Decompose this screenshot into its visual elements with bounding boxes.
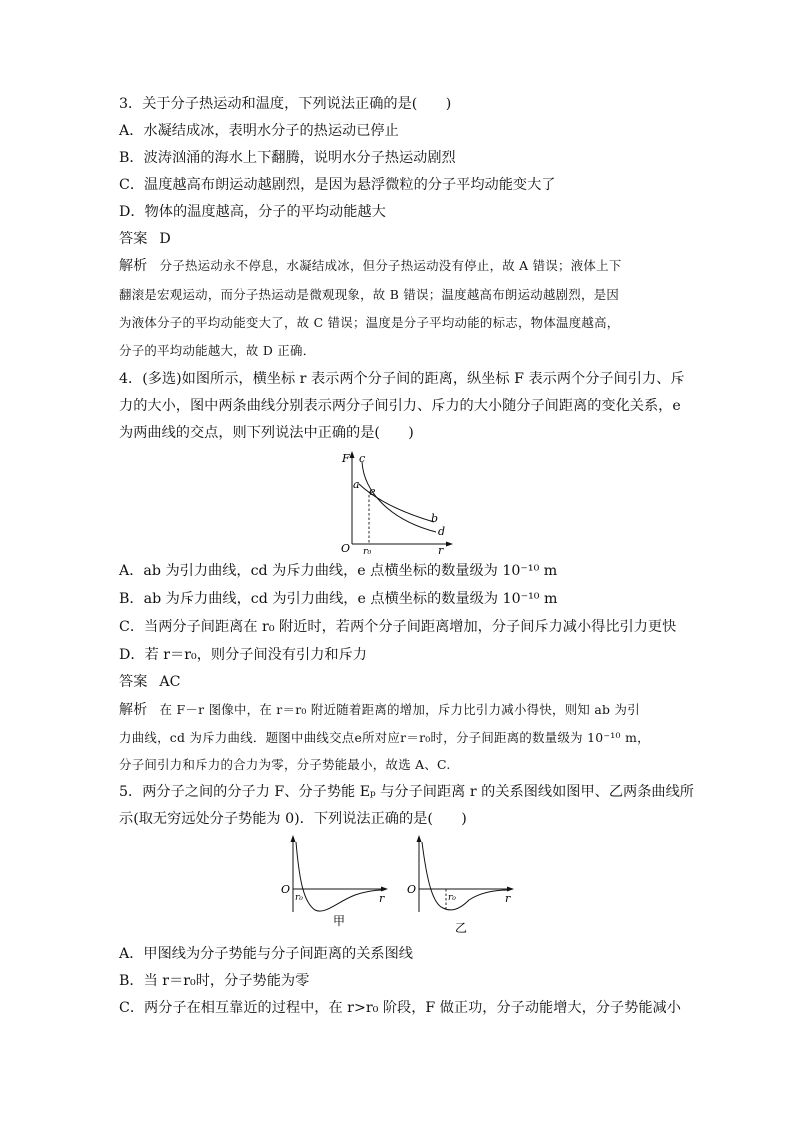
q3-analysis-text-1: 分子热运动永不停息，水凝结成冰，但分子热运动没有停止，故 A 错误；液体上下 bbox=[159, 258, 622, 273]
q5-figure-yi bbox=[407, 835, 514, 935]
q3-analysis-line-3: 为液体分子的平均动能变大了，故 C 错误；温度是分子平均动能的标志，物体温度越高， bbox=[119, 315, 620, 330]
q3-answer-label: 答案 bbox=[119, 231, 148, 247]
q4-option-b: B．ab 为斥力曲线，cd 为引力曲线，e 点横坐标的数量级为 10⁻¹⁰ m bbox=[119, 591, 558, 607]
q4-analysis-line-3: 分子间引力和斥力的合力为零，分子势能最小，故选 A、C. bbox=[119, 757, 451, 772]
q3-answer-value: D bbox=[159, 231, 171, 247]
q5-figure-jia bbox=[281, 835, 388, 928]
q4-stem-line-2: 力的大小，图中两条曲线分别表示两分子间引力、斥力的大小随分子间距离的变化关系，e bbox=[119, 398, 681, 414]
q4-label-d: d bbox=[438, 525, 446, 538]
q4-analysis-label: 解析 bbox=[119, 702, 148, 718]
q4-analysis-text-1: 在 F－r 图像中，在 r＝r₀ 附近随着距离的增加，斥力比引力减小得快，则知 ab 为引 bbox=[159, 702, 640, 717]
q4-label-c: c bbox=[359, 452, 366, 465]
q5-yi-x-arrow bbox=[507, 887, 514, 892]
q4-analysis-line-2: 力曲线，cd 为斥力曲线．题图中曲线交点e所对应r＝r₀时，分子间距离的数量级为 10⁻¹⁰ m， bbox=[119, 730, 650, 745]
q5-option-c: C．两分子在相互靠近的过程中，在 r>r₀ 阶段，F 做正功，分子动能增大，分子势能减小 bbox=[119, 1000, 681, 1016]
q5-yi-label-r0: r₀ bbox=[448, 893, 456, 903]
q4-stem-line-1: 4．(多选)如图所示，横坐标 r 表示两个分子间的距离，纵坐标 F 表示两个分子间引力、斥 bbox=[119, 371, 685, 387]
q4-y-arrow bbox=[350, 451, 355, 458]
q3-option-d: D．物体的温度越高，分子的平均动能越大 bbox=[119, 204, 386, 220]
q4-option-d: D．若 r＝r₀，则分子间没有引力和斥力 bbox=[119, 647, 367, 663]
q5-yi-label-O: O bbox=[407, 883, 417, 896]
q4-analysis-line-1 bbox=[119, 700, 714, 720]
q4-label-O: O bbox=[341, 542, 351, 555]
q4-force-figure bbox=[330, 448, 460, 556]
q5-stem-line-2: 示(取无穷远处分子势能为 0)．下列说法正确的是( ) bbox=[119, 811, 467, 827]
q3-option-c: C．温度越高布朗运动越剧烈，是因为悬浮微粒的分子平均动能变大了 bbox=[119, 177, 556, 193]
q5-jia-label-O: O bbox=[281, 883, 291, 896]
q4-answer-label: 答案 bbox=[119, 674, 148, 690]
q4-label-b: b bbox=[431, 512, 439, 525]
q5-stem-line-1: 5．两分子之间的分子力 F、分子势能 Eₚ 与分子间距离 r 的关系图线如图甲、乙两条曲线所 bbox=[119, 784, 694, 800]
q4-stem-line-3: 为两曲线的交点，则下列说法中正确的是( ) bbox=[119, 425, 414, 441]
q3-analysis-line-1 bbox=[119, 256, 714, 276]
q3-option-b: B．波涛汹涌的海水上下翻腾，说明水分子热运动剧烈 bbox=[119, 150, 456, 166]
q5-yi-y-arrow bbox=[417, 835, 422, 842]
q4-answer bbox=[119, 672, 714, 692]
q5-jia-x-arrow bbox=[381, 887, 388, 892]
q3-option-a: A．水凝结成冰，表明水分子的热运动已停止 bbox=[119, 123, 399, 139]
q5-figures bbox=[275, 832, 525, 942]
q4-answer-value: AC bbox=[159, 674, 181, 690]
q3-analysis-line-4: 分子的平均动能越大，故 D 正确． bbox=[119, 343, 316, 358]
q4-x-arrow bbox=[446, 542, 453, 547]
q3-analysis-line-2: 翻滚是宏观运动，而分子热运动是微观现象，故 B 错误；温度越高布朗运动越剧烈，是因 bbox=[119, 287, 620, 302]
q4-option-a: A．ab 为引力曲线，cd 为斥力曲线，e 点横坐标的数量级为 10⁻¹⁰ m bbox=[119, 563, 558, 579]
q5-yi-curve bbox=[422, 842, 509, 910]
q5-yi-label-r: r bbox=[505, 892, 511, 905]
q3-answer bbox=[119, 229, 714, 249]
q4-label-e: e bbox=[369, 485, 376, 498]
q5-jia-curve bbox=[296, 842, 383, 911]
q4-label-a: a bbox=[353, 478, 360, 491]
q5-jia-y-arrow bbox=[291, 835, 296, 842]
q5-yi-caption: 乙 bbox=[455, 921, 468, 935]
q5-jia-label-r: r bbox=[379, 892, 385, 905]
q3-stem: 3．关于分子热运动和温度，下列说法正确的是( ) bbox=[119, 96, 452, 112]
q4-label-r0: r₀ bbox=[363, 546, 372, 556]
q5-jia-label-r0: r₀ bbox=[295, 893, 303, 903]
q4-label-r: r bbox=[438, 544, 444, 556]
q5-option-b: B．当 r＝r₀时，分子势能为零 bbox=[119, 973, 310, 989]
q4-label-F: F bbox=[342, 452, 350, 465]
q5-jia-caption: 甲 bbox=[333, 914, 346, 928]
q4-option-c: C．当两分子间距离在 r₀ 附近时，若两个分子间距离增加，分子间斥力减小得比引力更快 bbox=[119, 619, 677, 635]
q5-option-a: A．甲图线为分子势能与分子间距离的关系图线 bbox=[119, 946, 413, 962]
q3-analysis-label: 解析 bbox=[119, 258, 148, 274]
